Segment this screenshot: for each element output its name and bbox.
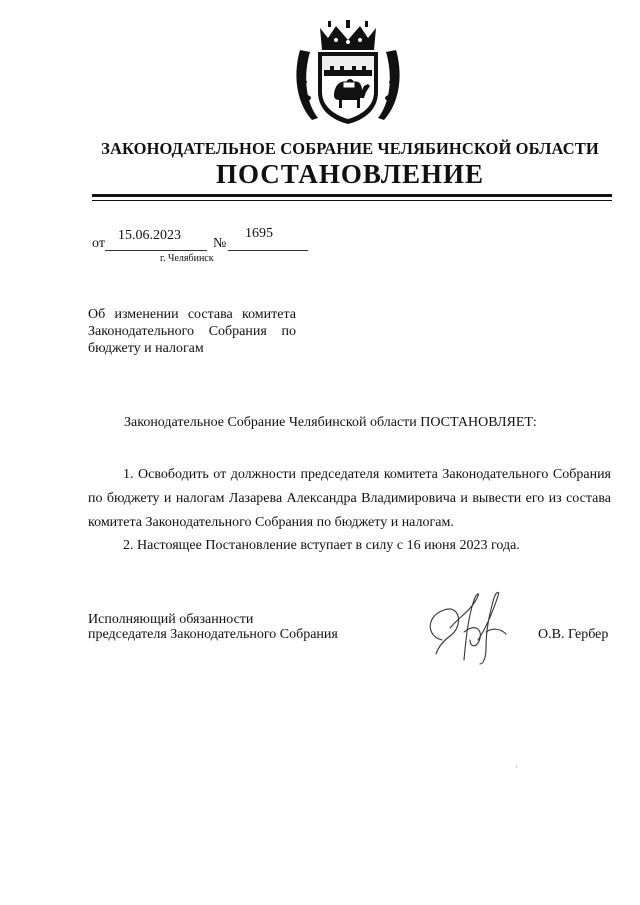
signatory-position-line1: Исполняющий обязанности bbox=[88, 612, 254, 627]
date-underline bbox=[105, 250, 207, 251]
document-subject: Об изменении состава комитета Законодательного Собрания по бюджету и налогам bbox=[88, 307, 296, 356]
header-rule-thick bbox=[92, 194, 612, 197]
document-number: 1695 bbox=[245, 226, 273, 241]
signatory-position-line2: председателя Законодательного Собрания bbox=[88, 627, 338, 642]
paragraph-item-1: 1. Освободить от должности председателя комитета Законодательного Собрания по бюджету и налогам Лазарева Александра Владимировича и вывести его из состава комитета Законодательного Собрания по бюджету и налогам. bbox=[88, 467, 611, 530]
coat-of-arms-icon bbox=[290, 20, 406, 128]
date-prefix: от bbox=[92, 236, 105, 251]
number-sign: № bbox=[213, 236, 227, 251]
header-rule-thin bbox=[92, 200, 612, 201]
number-underline bbox=[228, 250, 308, 251]
document-date: 15.06.2023 bbox=[118, 228, 181, 243]
document-type-title: ПОСТАНОВЛЕНИЕ bbox=[215, 159, 485, 189]
scan-artifact bbox=[516, 765, 517, 768]
signatory-name: О.В. Гербер bbox=[538, 627, 609, 642]
document-city: г. Челябинск bbox=[160, 253, 214, 264]
signature-icon bbox=[420, 588, 530, 666]
preamble-text: Законодательное Собрание Челябинской области ПОСТАНОВЛЯЕТ: bbox=[124, 415, 537, 430]
paragraph-item-2: 2. Настоящее Постановление вступает в силу с 16 июня 2023 года. bbox=[123, 538, 520, 553]
organization-title: ЗАКОНОДАТЕЛЬНОЕ СОБРАНИЕ ЧЕЛЯБИНСКОЙ ОБЛАСТИ bbox=[101, 139, 599, 158]
